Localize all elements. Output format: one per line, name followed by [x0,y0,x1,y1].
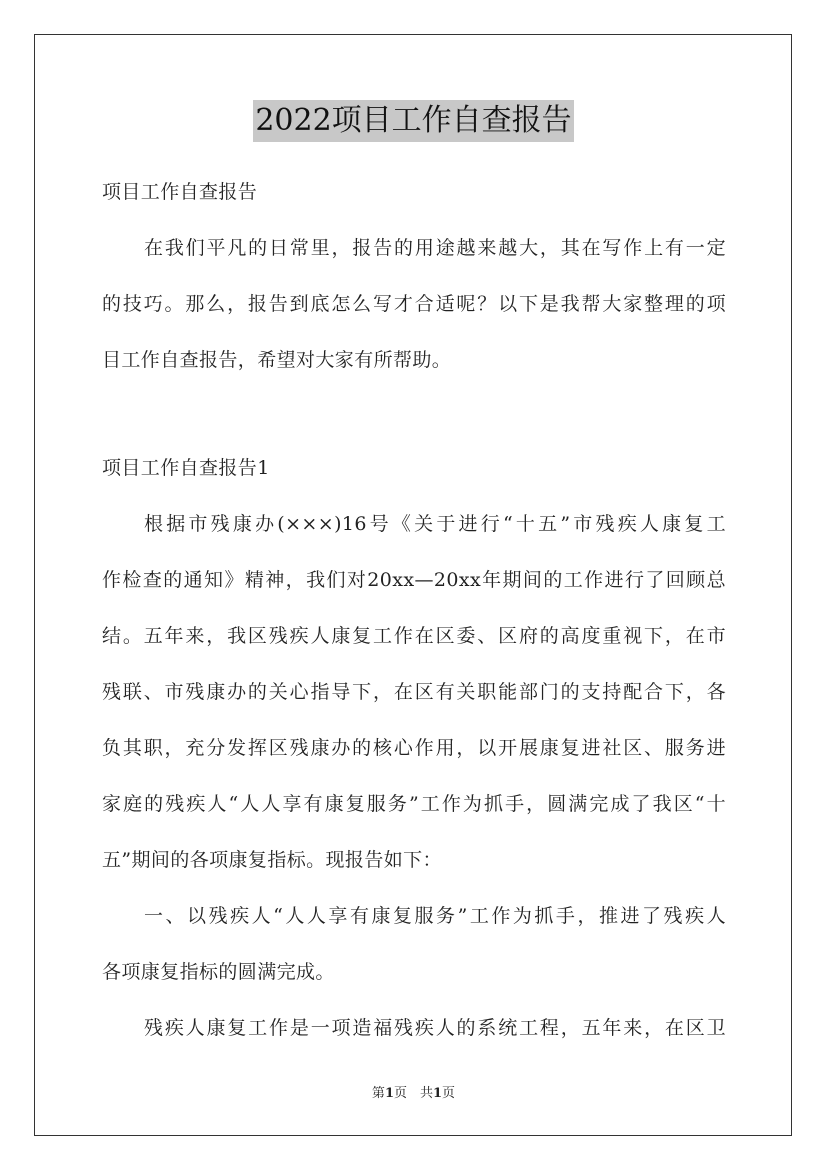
paragraph-line: 五”期间的各项康复指标。现报告如下： [102,849,442,871]
paragraph-gap [102,388,726,440]
document-title: 2022项目工作自查报告 [253,100,573,142]
paragraph-line: 作检查的通知》精神，我们对20xx—20xx年期间的工作进行了回顾总 [102,569,726,591]
paragraph-line: 家庭的残疾人“人人享有康复服务”工作为抓手，圆满完成了我区“十 [102,793,726,815]
paragraph-line: 一、以残疾人“人人享有康复服务”工作为抓手，推进了残疾人 [144,905,726,927]
section-heading: 项目工作自查报告 [102,181,258,203]
footer-total-pages: 1 [433,1086,443,1101]
paragraph-line: 各项康复指标的圆满完成。 [102,961,335,983]
paragraph-line: 在我们平凡的日常里，报告的用途越来越大，其在写作上有一定 [144,237,726,259]
paragraph-line: 负其职，充分发挥区残康办的核心作用，以开展康复进社区、服务进 [102,737,726,759]
paragraph-line: 残联、市残康办的关心指导下，在区有关职能部门的支持配合下，各 [102,681,726,703]
paragraph-line: 根据市残康办(×××)16号《关于进行“十五”市残疾人康复工 [144,513,726,535]
paragraph-line: 残疾人康复工作是一项造福残疾人的系统工程，五年来，在区卫 [144,1017,726,1039]
footer-suffix: 页 [442,1086,456,1101]
document-body [102,164,726,1056]
section-heading: 项目工作自查报告1 [102,457,270,479]
paragraph-line: 的技巧。那么，报告到底怎么写才合适呢？以下是我帮大家整理的项 [102,293,726,315]
page-footer [0,1082,827,1101]
paragraph-line: 目工作自查报告，希望对大家有所帮助。 [102,349,452,371]
paragraph-line: 结。五年来，我区残疾人康复工作在区委、区府的高度重视下，在市 [102,625,726,647]
footer-mid: 页 共 [393,1086,433,1101]
footer-page-number: 1 [384,1086,394,1101]
title-container [0,100,827,142]
footer-prefix: 第 [371,1086,385,1101]
